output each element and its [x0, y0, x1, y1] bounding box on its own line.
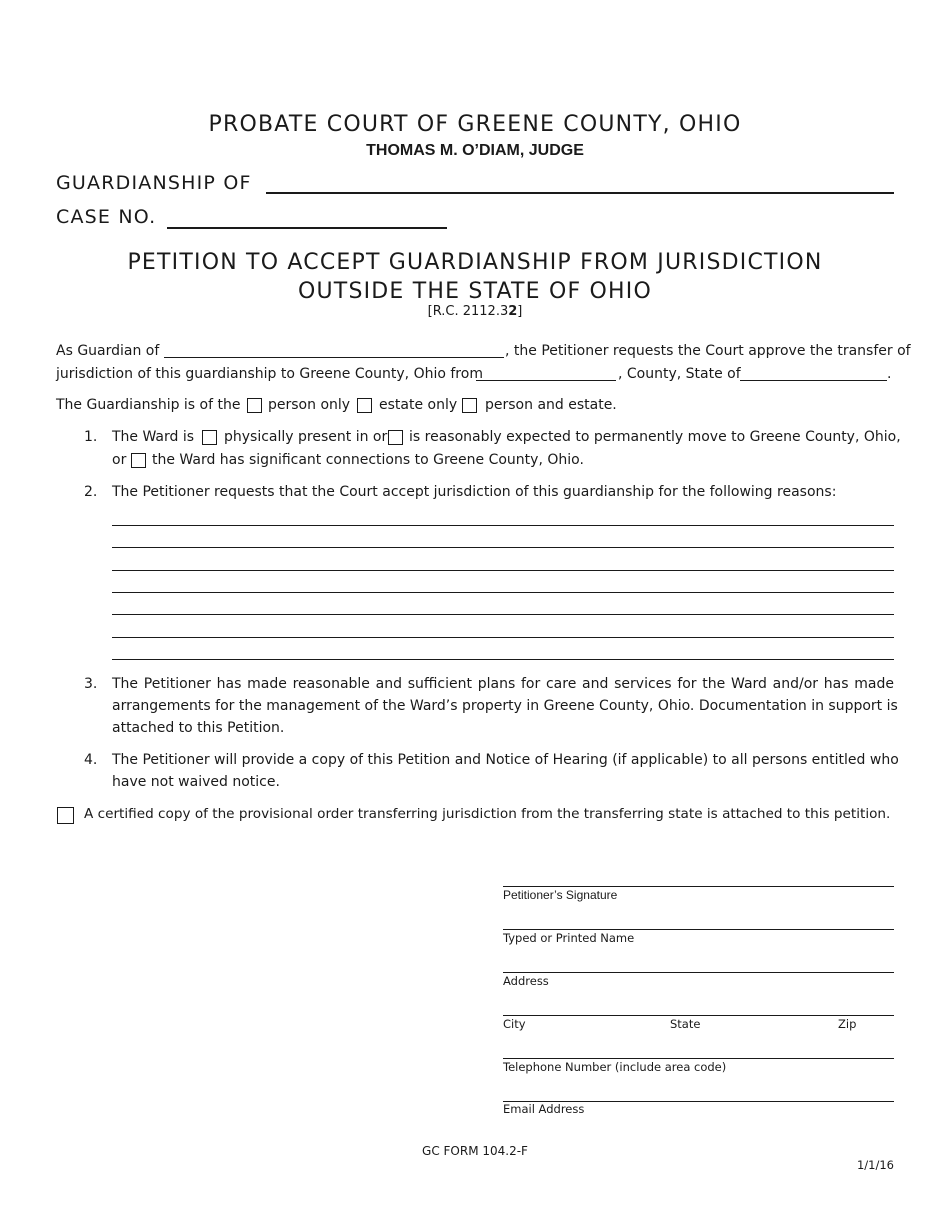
item3-line2: arrangements for the management of the Ward’s property in Greene County, Ohio. Documentation in support is: [112, 698, 898, 714]
signature-line[interactable]: [503, 886, 894, 887]
form-id: GC FORM 104.2-F: [422, 1144, 528, 1158]
estate-only-label: estate only: [379, 397, 458, 413]
statute-prefix: [R.C. 2112.3: [427, 304, 509, 319]
reason-line-3[interactable]: [112, 570, 894, 571]
intro-period: .: [887, 366, 892, 382]
item1-or: or: [112, 452, 127, 468]
from-state-field[interactable]: [740, 380, 887, 381]
address-line[interactable]: [503, 972, 894, 973]
telephone-line[interactable]: [503, 1058, 894, 1059]
petition-title-line1: PETITION TO ACCEPT GUARDIANSHIP FROM JURISDICTION: [127, 250, 823, 275]
jurisdiction-text: jurisdiction of this guardianship to Greene County, Ohio from: [56, 366, 483, 382]
case-no-label: CASE NO.: [56, 206, 157, 228]
state-caption: State: [670, 1017, 701, 1031]
petition-title-line2: OUTSIDE THE STATE OF OHIO: [297, 279, 653, 304]
significant-connections-label: the Ward has significant connections to Greene County, Ohio.: [152, 452, 584, 468]
person-and-estate-checkbox[interactable]: [462, 398, 477, 413]
form-date: 1/1/16: [856, 1158, 894, 1172]
printed-name-caption: Typed or Printed Name: [503, 931, 635, 945]
signature-caption: Petitioner’s Signature: [503, 888, 618, 902]
statute-bold: 2: [508, 304, 518, 319]
guardianship-type-label: The Guardianship is of the: [56, 397, 241, 413]
item1-number: 1.: [84, 429, 98, 445]
physically-present-checkbox[interactable]: [202, 430, 217, 445]
item4-line1: The Petitioner will provide a copy of this Petition and Notice of Hearing (if applicable) to all persons entitled who: [112, 752, 899, 768]
person-only-checkbox[interactable]: [247, 398, 262, 413]
person-and-estate-label: person and estate.: [485, 397, 617, 413]
certified-copy-text: A certified copy of the provisional order transferring jurisdiction from the transferring state is attached to this petition.: [84, 806, 891, 822]
telephone-caption: Telephone Number (include area code): [503, 1060, 727, 1074]
item4-line2: have not waived notice.: [112, 774, 280, 790]
from-county-field[interactable]: [476, 380, 616, 381]
expected-to-move-checkbox[interactable]: [388, 430, 403, 445]
address-caption: Address: [503, 974, 549, 988]
guardian-of-field[interactable]: [164, 357, 504, 358]
email-caption: Email Address: [503, 1102, 585, 1116]
court-name: PROBATE COURT OF GREENE COUNTY, OHIO: [208, 112, 742, 137]
estate-only-checkbox[interactable]: [357, 398, 372, 413]
item3-number: 3.: [84, 676, 98, 692]
certified-copy-checkbox[interactable]: [57, 807, 74, 824]
city-state-zip-line[interactable]: [503, 1015, 894, 1016]
printed-name-line[interactable]: [503, 929, 894, 930]
statute-suffix: ]: [517, 304, 523, 319]
reason-line-5[interactable]: [112, 614, 894, 615]
item2-number: 2.: [84, 484, 98, 500]
expected-to-move-label: is reasonably expected to permanently move to Greene County, Ohio,: [409, 429, 901, 445]
item1-ward-is: The Ward is: [112, 429, 195, 445]
city-caption: City: [503, 1017, 526, 1031]
county-state-text: , County, State of: [618, 366, 741, 382]
guardianship-of-field[interactable]: [266, 192, 894, 194]
person-only-label: person only: [268, 397, 351, 413]
judge-name: THOMAS M. O’DIAM, JUDGE: [366, 142, 584, 159]
item4-number: 4.: [84, 752, 98, 768]
item3-line3: attached to this Petition.: [112, 720, 285, 736]
case-no-field[interactable]: [167, 227, 447, 229]
statute-reference: [0, 304, 950, 319]
reason-line-2[interactable]: [112, 547, 894, 548]
reason-line-4[interactable]: [112, 592, 894, 593]
reason-line-1[interactable]: [112, 525, 894, 526]
physically-present-label: physically present in or: [224, 429, 388, 445]
item3-line1: The Petitioner has made reasonable and sufficient plans for care and services for the Ward and/or has made: [112, 676, 894, 692]
item2-text: The Petitioner requests that the Court accept jurisdiction of this guardianship for the following reasons:: [112, 484, 837, 500]
reason-line-7[interactable]: [112, 659, 894, 660]
zip-caption: Zip: [838, 1017, 857, 1031]
significant-connections-checkbox[interactable]: [131, 453, 146, 468]
guardianship-of-label: GUARDIANSHIP OF: [56, 172, 252, 194]
as-guardian-of-label: As Guardian of: [56, 343, 160, 359]
reason-line-6[interactable]: [112, 637, 894, 638]
request-text: , the Petitioner requests the Court approve the transfer of: [505, 343, 911, 359]
